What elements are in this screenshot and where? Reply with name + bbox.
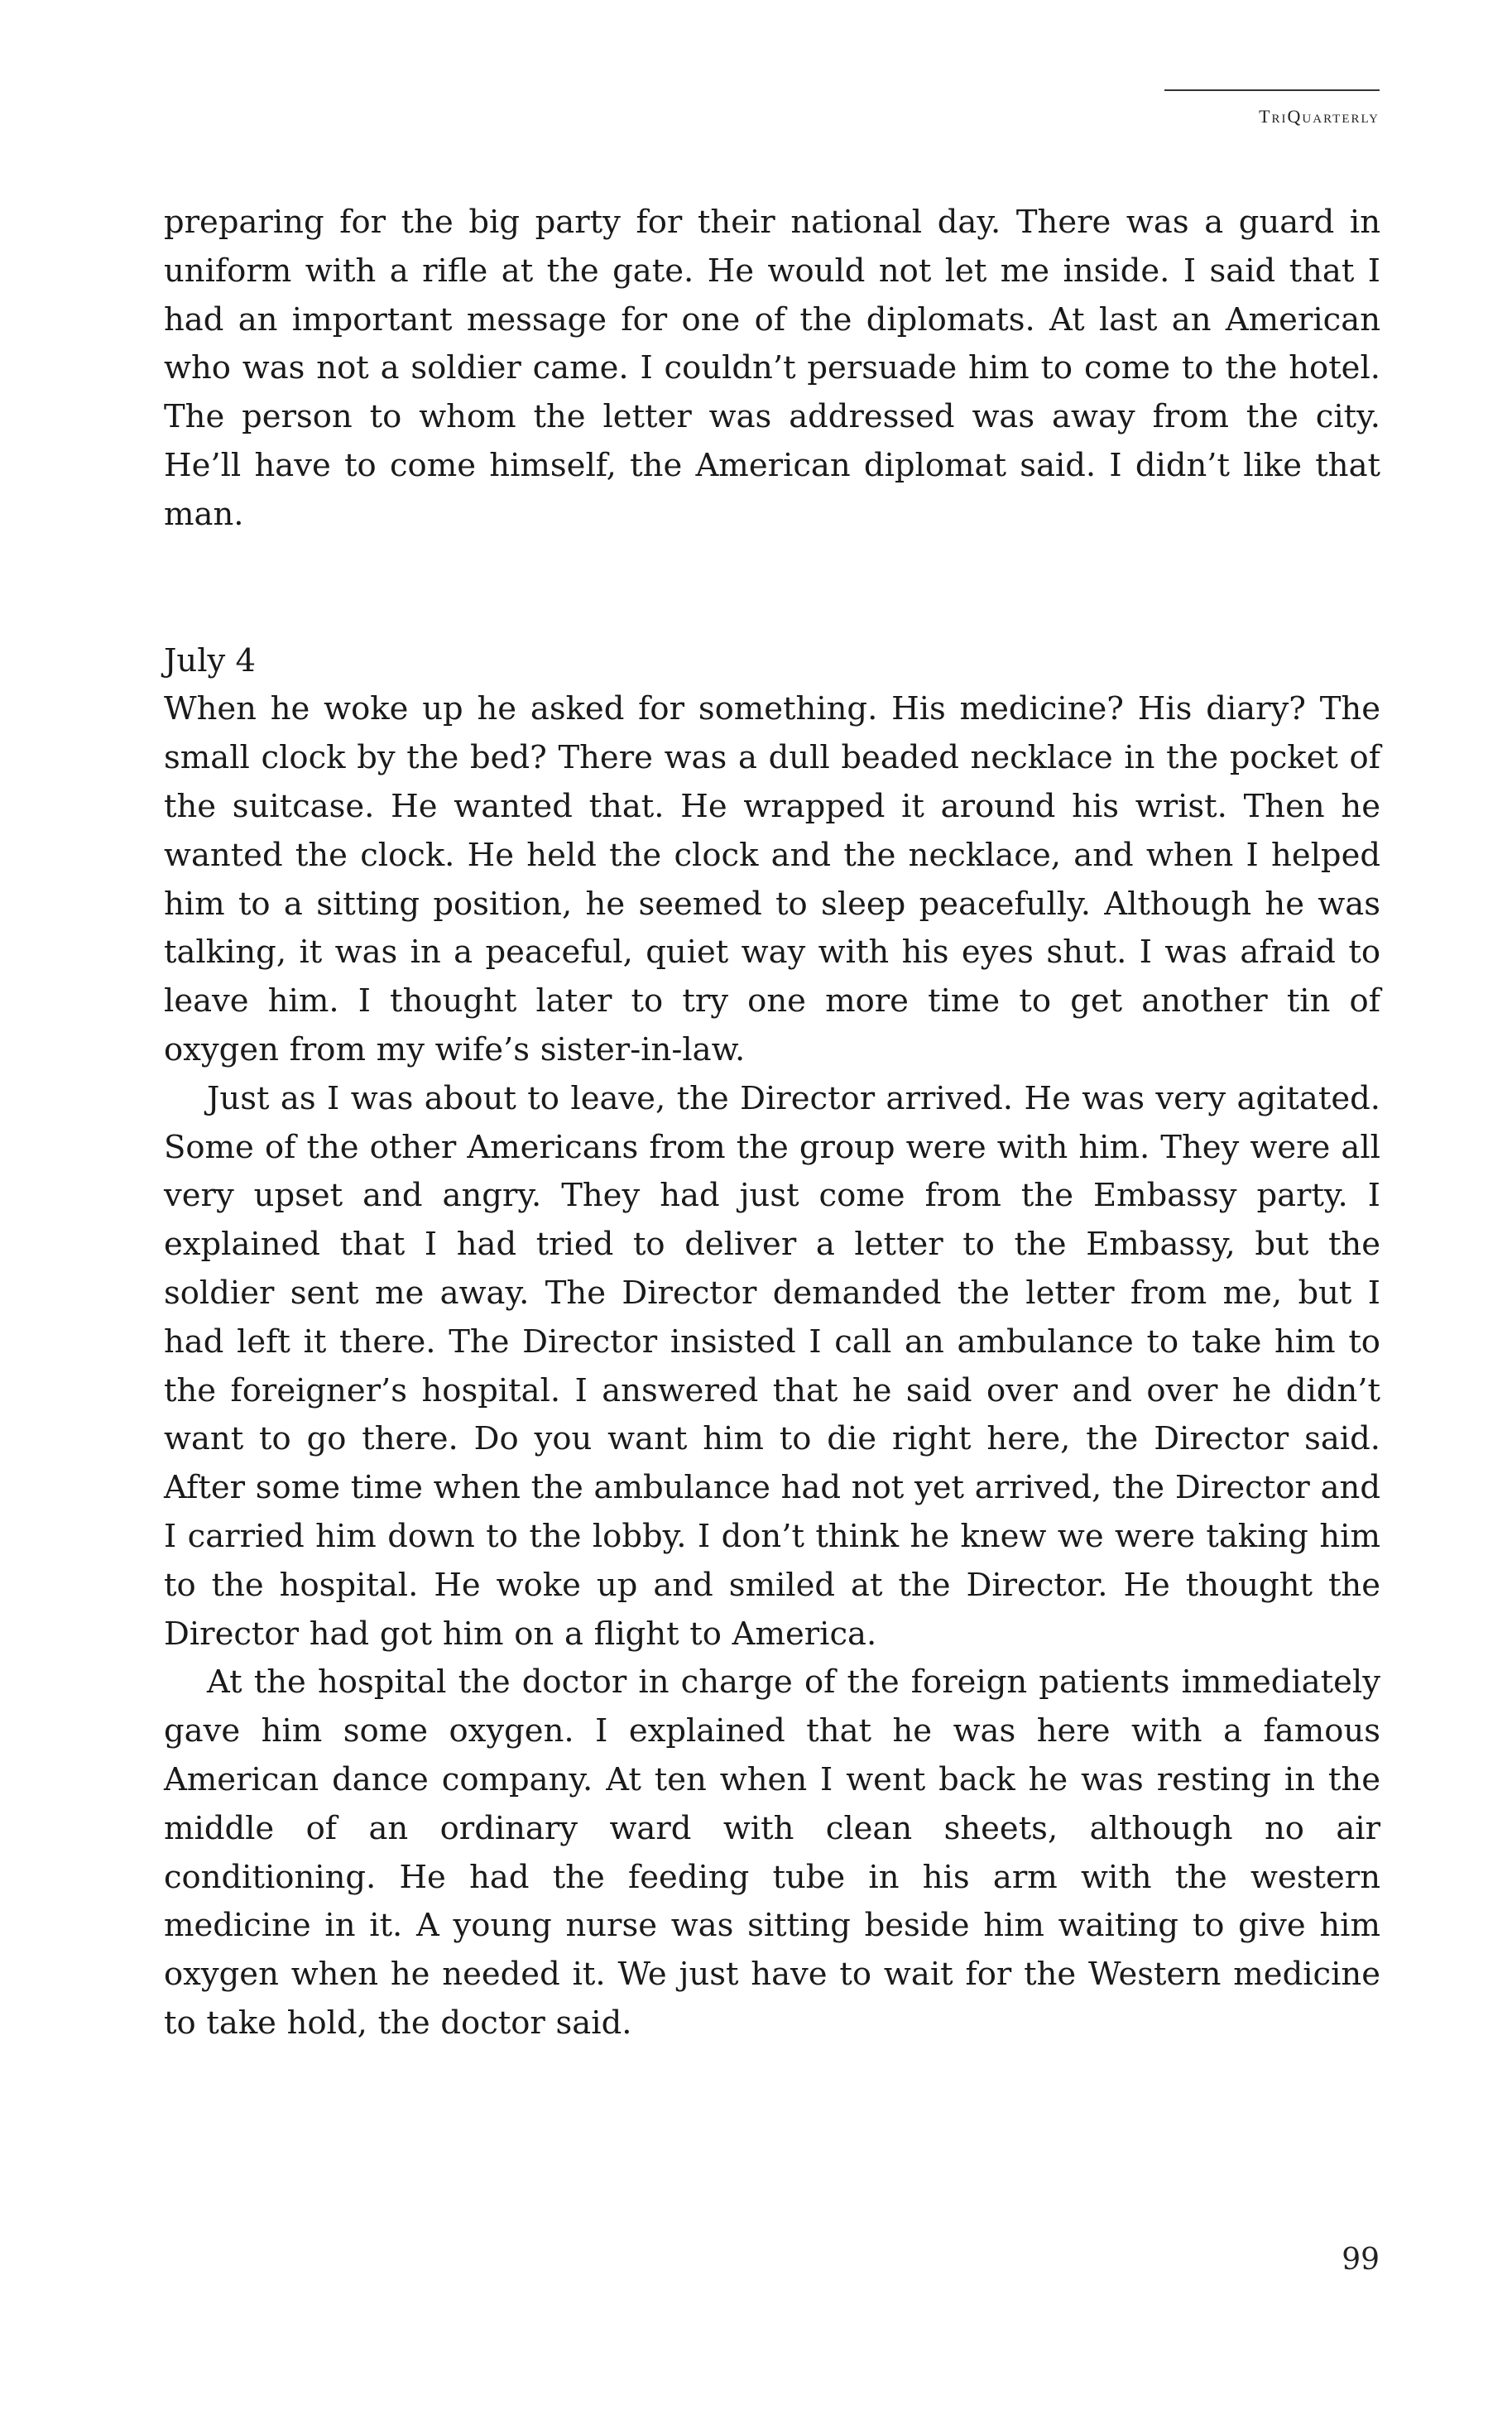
paragraph-3: At the hospital the doctor in charge of the foreign patients immediately gave him some oxygen. I explained that he was here with a famous American dance company. At ten when I went back he was resting in the middle of an ordinary ward with clean sheets, although no air conditioning. He had the feeding tube in his arm with the western medicine in it. A young nurse was sitting beside him waiting to give him oxygen when he needed it. We just have to wait for the Western medicine to take hold, the doctor said.: [164, 1663, 1380, 2042]
page-number: 99: [1342, 2243, 1380, 2277]
paragraph-continued: preparing for the big party for their national day. There was a guard in uniform with a rifle at the gate. He would not let me inside. I said that I had an important message for one of the diplomats. At last an American who was not a soldier came. I couldn’t persuade him to come to the hotel. The person to whom the letter was addressed was away from the city. He’ll have to come himself, the American diplomat said. I didn’t like that man.: [164, 204, 1380, 533]
running-head-rule: [1164, 89, 1380, 91]
paragraph-2: Just as I was about to leave, the Director arrived. He was very agitated. Some of the other Americans from the group were with him. They were all very upset and angry. They had just come from the Embassy party. I explained that I had tried to deliver a letter to the Embassy, but the soldier sent me away. The Director demanded the letter from me, but I had left it there. The Director insisted I call an ambulance to take him to the foreigner’s hospital. I answered that he said over and over he didn’t want to go there. Do you want him to die right here, the Director said. After some time when the ambulance had not yet arrived, the Director and I carried him down to the lobby. I don’t think he knew we were taking him to the hospital. He woke up and smiled at the Director. He thought the Director had got him on a flight to America.: [164, 1079, 1380, 1653]
journal-title: TriQuarterly: [1259, 106, 1380, 127]
section-break: [164, 540, 1380, 637]
paragraph-1: When he woke up he asked for something. His medicine? His diary? The small clock by the bed? There was a dull beaded necklace in the pocket of the suitcase. He wanted that. He wrapped it around his wrist. Then he wanted the clock. He held the clock and the necklace, and when I helped him to a sitting position, he seemed to sleep peacefully. Although he was talking, it was in a peaceful, quiet way with his eyes shut. I was afraid to leave him. I thought later to try one more time to get another tin of oxygen from my wife’s sister-in-law.: [164, 690, 1380, 1068]
body-text: [164, 199, 1380, 2048]
running-head: [1164, 89, 1380, 127]
diary-date-heading: July 4: [164, 641, 257, 679]
